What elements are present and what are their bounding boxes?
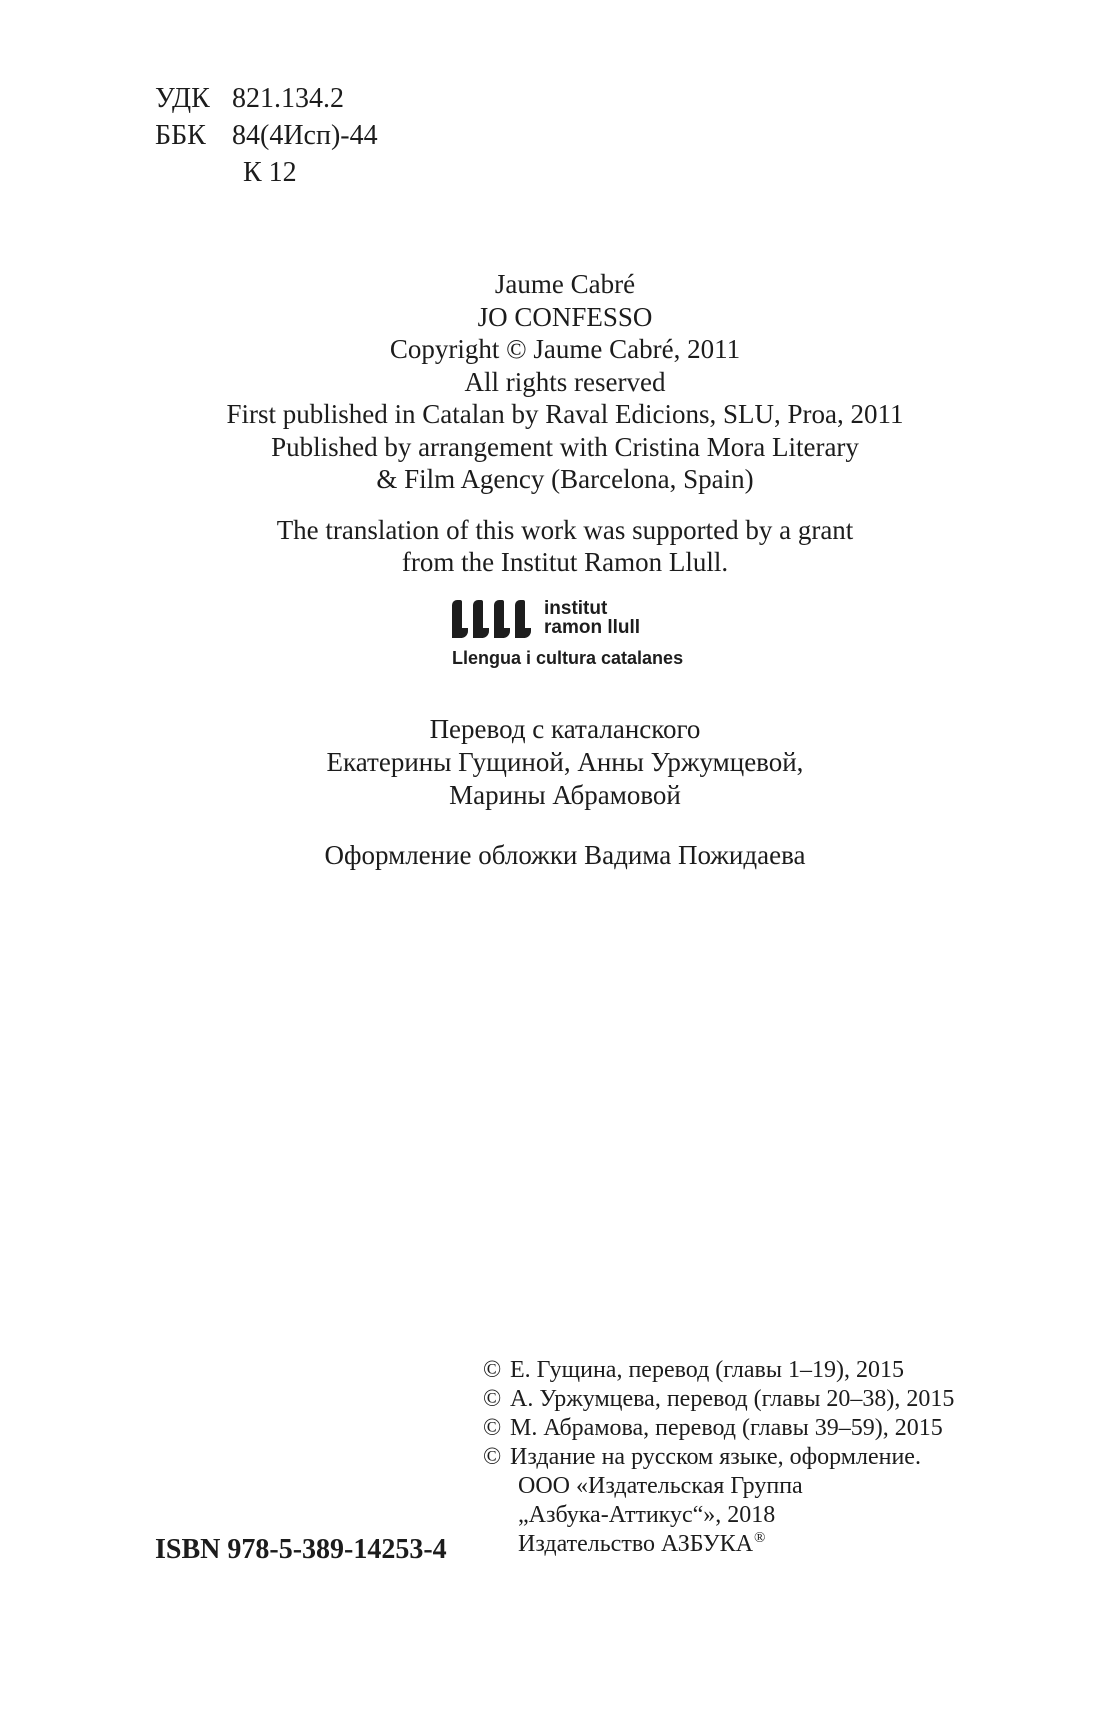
original-title-block: [30, 268, 1100, 496]
copyright-symbol: [483, 1530, 510, 1562]
translation-from-line: Перевод с каталанского: [429, 714, 701, 744]
copyright-symbol: ©: [483, 1415, 502, 1441]
grant-line-1: The translation of this work was supported by a grant: [276, 515, 854, 545]
registered-trademark-icon: ®: [754, 1530, 766, 1546]
cover-design-credit: Оформление обложки Вадима Пожидаева: [324, 840, 806, 870]
copyright-block: [483, 1356, 954, 1562]
translators-block: [30, 713, 1100, 812]
author-sign-row: [155, 154, 378, 191]
udk-value: 821.134.2: [232, 83, 344, 114]
copyright-row: [483, 1414, 954, 1443]
author-sign-value: К 12: [243, 157, 297, 188]
bbk-row: [155, 117, 378, 154]
publisher-group-line: „Азбука-Аттикус“», 2018: [518, 1502, 776, 1528]
grant-line-2: from the Institut Ramon Llull.: [401, 547, 729, 577]
logo-l-glyph: [452, 600, 468, 638]
logo-l-glyph: [473, 600, 489, 638]
logo-name-line-2: ramon llull: [544, 617, 641, 638]
copyright-text: Издание на русском языке, оформление.: [510, 1444, 921, 1470]
rights-line: All rights reserved: [464, 366, 666, 397]
isbn-line: ISBN 978-5-389-14253-4: [155, 1534, 447, 1565]
logo-top-row: [452, 599, 682, 638]
logo-name-line-1: institut: [544, 598, 608, 619]
copyright-symbol: ©: [483, 1444, 502, 1470]
copyright-row: [483, 1443, 954, 1472]
bbk-value: 84(4Исп)-44: [232, 120, 378, 151]
copyright-text: Е. Гущина, перевод (главы 1–19), 2015: [510, 1357, 904, 1383]
copyright-row: [483, 1356, 954, 1385]
logo-l-glyph: [494, 600, 510, 638]
agency-line: & Film Agency (Barcelona, Spain): [376, 464, 754, 494]
original-title: JO CONFESSO: [477, 301, 653, 332]
bbk-label: ББК: [155, 120, 206, 151]
translators-line-2: Марины Абрамовой: [449, 780, 681, 810]
author-name: Jaume Cabré: [494, 269, 636, 299]
copyright-text: М. Абрамова, перевод (главы 39–59), 2015: [510, 1415, 943, 1441]
copyright-row: [483, 1472, 954, 1501]
copyright-row: [483, 1501, 954, 1530]
institut-ramon-llull-logo: [452, 599, 682, 669]
publisher-group-line: ООО «Издательская Группа: [518, 1473, 803, 1499]
copyright-symbol: [483, 1472, 510, 1501]
author-sign-spacer: [155, 154, 232, 191]
copyright-symbol: [483, 1501, 510, 1530]
udk-label: УДК: [155, 83, 210, 114]
logo-tagline: Llengua i cultura catalanes: [452, 648, 684, 668]
copyright-row: [483, 1530, 954, 1562]
translators-line-1: Екатерины Гущиной, Анны Уржумцевой,: [326, 747, 804, 777]
publisher-name: Издательство АЗБУКА: [518, 1531, 754, 1557]
udk-row: [155, 80, 378, 117]
copyright-row: [483, 1385, 954, 1414]
logo-name: [544, 599, 640, 637]
copyright-text: А. Уржумцева, перевод (главы 20–38), 2015: [510, 1386, 955, 1412]
first-published-line: First published in Catalan by Raval Edicions, SLU, Proa, 2011: [226, 399, 904, 429]
arrangement-line: Published by arrangement with Cristina Mora Literary: [271, 431, 859, 462]
classification-block: [155, 80, 378, 191]
logo-l-glyph: [515, 600, 531, 638]
copyright-symbol: ©: [483, 1386, 502, 1412]
grant-note: [30, 514, 1100, 578]
copyright-symbol: ©: [483, 1357, 502, 1383]
publisher-name-line: [510, 1530, 765, 1562]
copyright-line: Copyright © Jaume Cabré, 2011: [389, 334, 741, 364]
logo-llll-glyphs-icon: [452, 600, 531, 638]
